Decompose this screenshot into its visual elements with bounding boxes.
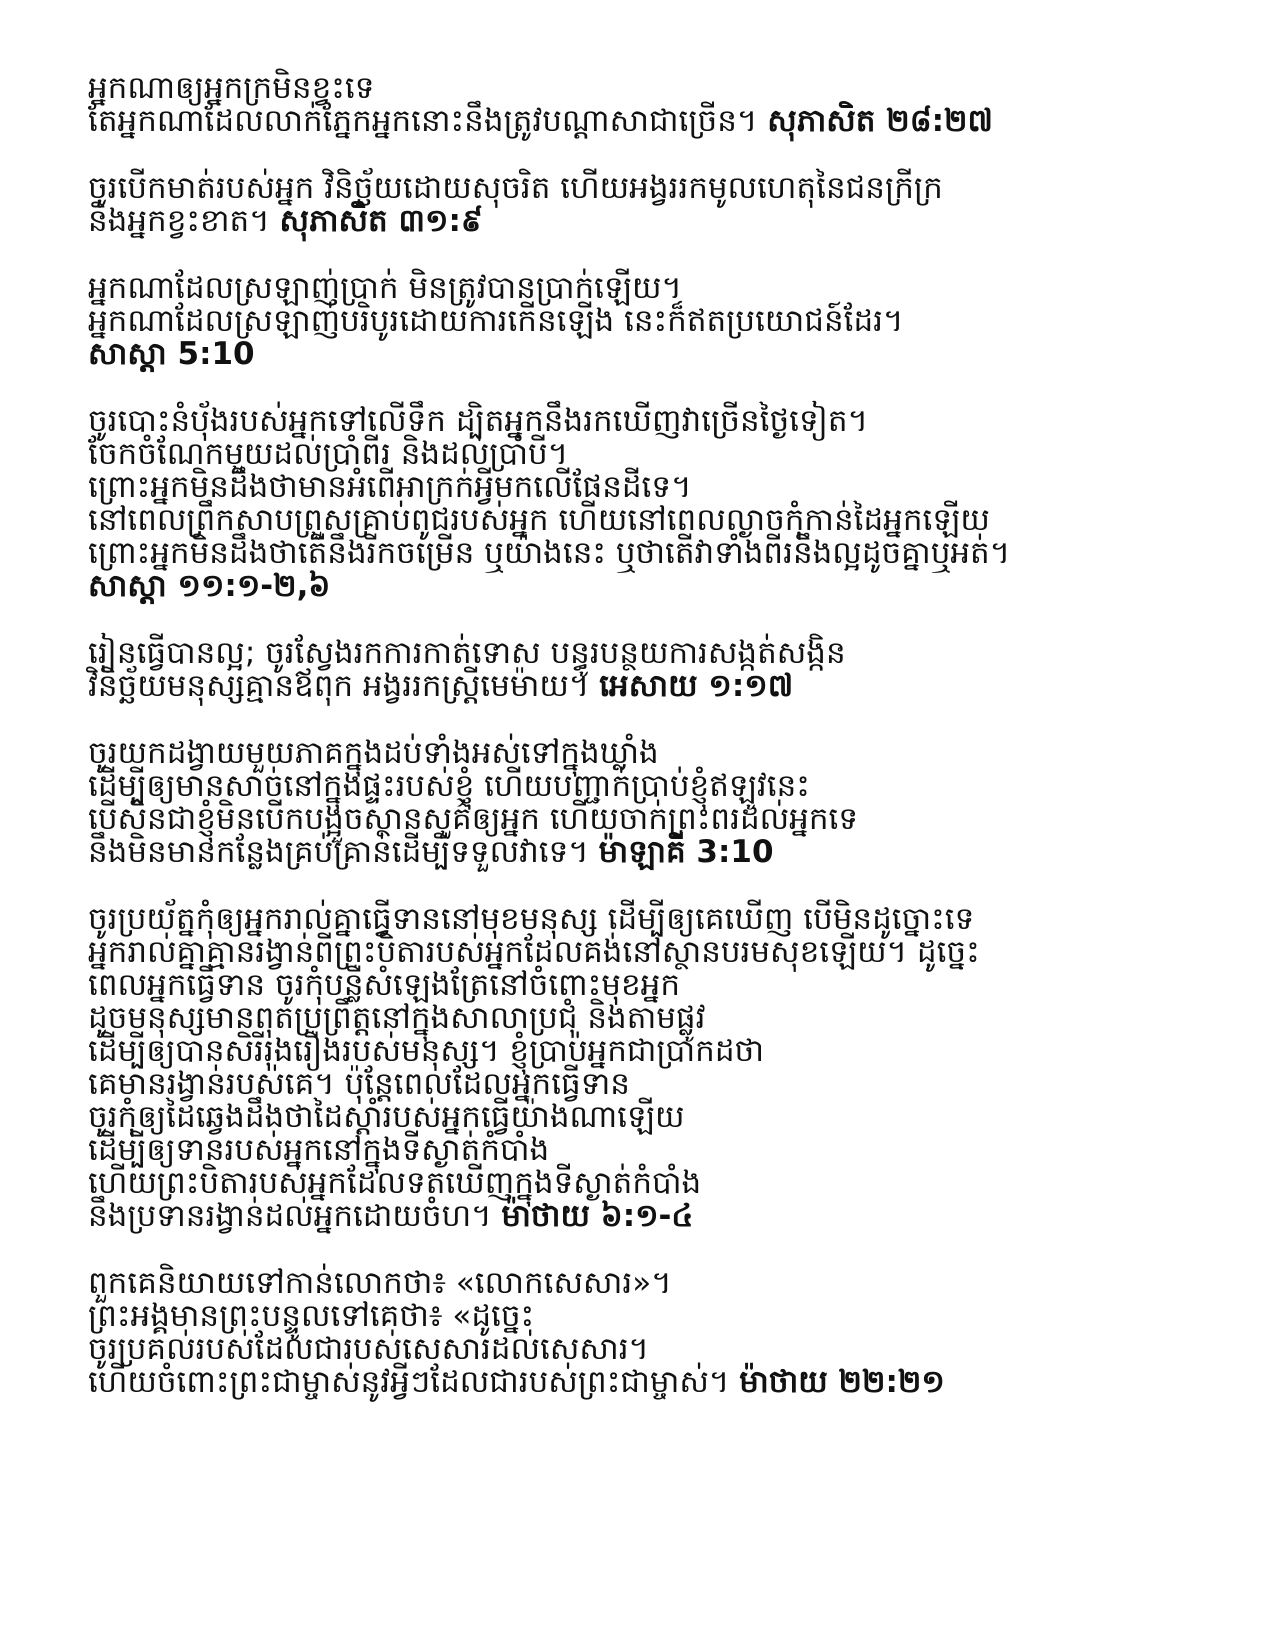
verse-line: អ្នកណាឲ្យអ្នកក្រមិនខ្វះទេ — [88, 70, 375, 106]
verse-line: ព្រោះអ្នកមិនដឹងថាមានអំពើអាក្រក់អ្វីមកលើផែនដីទេ។ — [88, 469, 692, 505]
verse-line-with-ref — [88, 105, 1238, 138]
verse-reference: ម៉ាថាយ ២២:២១ — [739, 1364, 945, 1400]
verse-line-with-ref — [88, 205, 1238, 238]
verse-block — [88, 72, 1238, 138]
verse-line: ដើម្បីឲ្យបានសិរីរុងរឿងរបស់មនុស្ស។ ខ្ញុំប្រាប់អ្នកជាប្រាកដថា — [88, 1033, 765, 1069]
verse-text: នឹងមិនមានកន្លែងគ្រប់គ្រាន់ដើម្បីទទួលវាទេ។ — [88, 834, 589, 870]
verse-text: តែអ្នកណាដែលលាក់ភ្នែកអ្នកនោះនឹងត្រូវបណ្ដាសាជាច្រើន។ — [88, 103, 758, 139]
verse-block — [88, 1267, 1238, 1399]
verse-line: ព្រះអង្គមានព្រះបន្ទូលទៅគេថា៖ «ដូច្នេះ — [88, 1298, 535, 1334]
verse-line: ហើយព្រះបិតារបស់អ្នកដែលទតឃើញក្នុងទីស្ងាត់កំបាំង — [88, 1165, 702, 1201]
verse-line: ពេលអ្នកធ្វើទាន ចូរកុំបន្លឺសំឡេងត្រែនៅចំពោះមុខអ្នក — [88, 967, 681, 1003]
verse-line: ព្រោះអ្នកមិនដឹងថាតើនឹងរីកចម្រើន ឬយ៉ាងនេះ ឬថាតើវាទាំងពីរនឹងល្អដូចគ្នាឬអត់។ — [88, 535, 1011, 571]
verse-line: អ្នកណាដែលស្រឡាញ់ប្រាក់ មិនត្រូវបានប្រាក់ឡើយ។ — [88, 270, 682, 306]
verse-line: ដើម្បីឲ្យមានសាច់នៅក្នុងផ្ទះរបស់ខ្ញុំ ហើយបញ្ជាក់ប្រាប់ខ្ញុំឥឡូវនេះ — [88, 768, 810, 804]
verse-line-with-ref — [88, 1200, 1238, 1233]
verse-line: នៅពេលព្រឹកសាបព្រួសគ្រាប់ពូជរបស់អ្នក ហើយនៅពេលល្ងាចកុំកាន់ដៃអ្នកឡើយ — [88, 502, 990, 538]
verse-line: អ្នកណាដែលស្រឡាញ់បរិបូរដោយការកើនឡើង នេះក៏ឥតប្រយោជន៍ដែរ។ — [88, 303, 904, 339]
verse-reference: សាស្ដា 5:10 — [88, 336, 255, 372]
verse-block — [88, 737, 1238, 869]
verse-line-with-ref — [88, 836, 1238, 869]
document-page — [88, 72, 1238, 1433]
verse-reference: អេសាយ ១:១៧ — [599, 668, 794, 704]
verse-text: ហើយចំពោះព្រះជាម្ចាស់នូវអ្វីៗដែលជារបស់ព្រះជាម្ចាស់។ — [88, 1364, 730, 1400]
verse-line-with-ref — [88, 670, 1238, 703]
verse-line: បើសិនជាខ្ញុំមិនបើកបង្អួចស្ថានសួគ៌ឲ្យអ្នក ហើយចាក់ព្រះពរដល់អ្នកទេ — [88, 801, 859, 837]
verse-line: ចូរកុំឲ្យដៃឆ្វេងដឹងថាដៃស្ដាំរបស់អ្នកធ្វើយ៉ាងណាឡើយ — [88, 1099, 685, 1135]
verse-block — [88, 903, 1238, 1233]
verse-line: គេមានរង្វាន់របស់គេ។ ប៉ុន្តែពេលដែលអ្នកធ្វើទាន — [88, 1066, 630, 1102]
verse-line: ដូចមនុស្សមានពុតប្រព្រឹត្តនៅក្នុងសាលាប្រជុំ និងតាមផ្លូវ — [88, 1000, 706, 1036]
verse-line: ចូរយកដង្វាយមួយភាគក្នុងដប់ទាំងអស់ទៅក្នុងឃ្លាំង — [88, 735, 659, 771]
verse-block — [88, 405, 1238, 603]
verse-line: ដើម្បីឲ្យទានរបស់អ្នកនៅក្នុងទីស្ងាត់កំបាំង — [88, 1132, 550, 1168]
verse-reference: ម៉ាឡាគី 3:10 — [598, 834, 774, 870]
verse-line: ចូរប្រគល់របស់ដែលជារបស់សេសារដល់សេសារ។ — [88, 1331, 649, 1367]
verse-line-with-ref — [88, 1366, 1238, 1399]
verse-reference: សុភាសិត ២៨:២៧ — [767, 103, 993, 139]
verse-line: អ្នករាល់គ្នាគ្មានរង្វាន់ពីព្រះបិតារបស់អ្នកដែលគង់នៅស្ថានបរមសុខឡើយ។ ដូច្នេះ — [88, 934, 980, 970]
verse-block — [88, 272, 1238, 371]
verse-line: ពួកគេនិយាយទៅកាន់លោកថា៖ «លោកសេសារ»។ — [88, 1265, 672, 1301]
verse-line: ចូរបើកមាត់របស់អ្នក វិនិច្ឆ័យដោយសុចរិត ហើយអង្វររកមូលហេតុនៃជនក្រីក្រ — [88, 170, 943, 206]
verse-text: និងអ្នកខ្វះខាត។ — [88, 203, 270, 239]
verse-line: ចែកចំណែកមួយដល់ប្រាំពីរ និងដល់ប្រាំបី។ — [88, 436, 569, 472]
verse-line: ចូរបោះនំប៉័ងរបស់អ្នកទៅលើទឹក ដ្បិតអ្នកនឹងរកឃើញវាច្រើនថ្ងៃទៀត។ — [88, 403, 869, 439]
verse-block — [88, 172, 1238, 238]
verse-reference: សុភាសិត ៣១:៩ — [279, 203, 483, 239]
verse-reference: សាស្ដា ១១:១-២,៦ — [88, 568, 331, 604]
verse-line: ចូរប្រយ័ត្នកុំឲ្យអ្នករាល់គ្នាធ្វើទាននៅមុខមនុស្ស ដើម្បីឲ្យគេឃើញ បើមិនដូច្នោះទេ — [88, 901, 975, 937]
verse-reference: ម៉ាថាយ ៦:១-៤ — [501, 1198, 694, 1234]
verse-line: រៀនធ្វើបានល្អ; ចូរស្វែងរកការកាត់ទោស បន្ធូរបន្ថយការសង្កត់សង្កិន — [88, 635, 846, 671]
verse-block — [88, 637, 1238, 703]
verse-text: នឹងប្រទានរង្វាន់ដល់អ្នកដោយចំហ។ — [88, 1198, 492, 1234]
verse-text: វិនិច្ឆ័យមនុស្សគ្មានឪពុក អង្វររកស្ត្រីមេម៉ាយ។ — [88, 668, 590, 704]
